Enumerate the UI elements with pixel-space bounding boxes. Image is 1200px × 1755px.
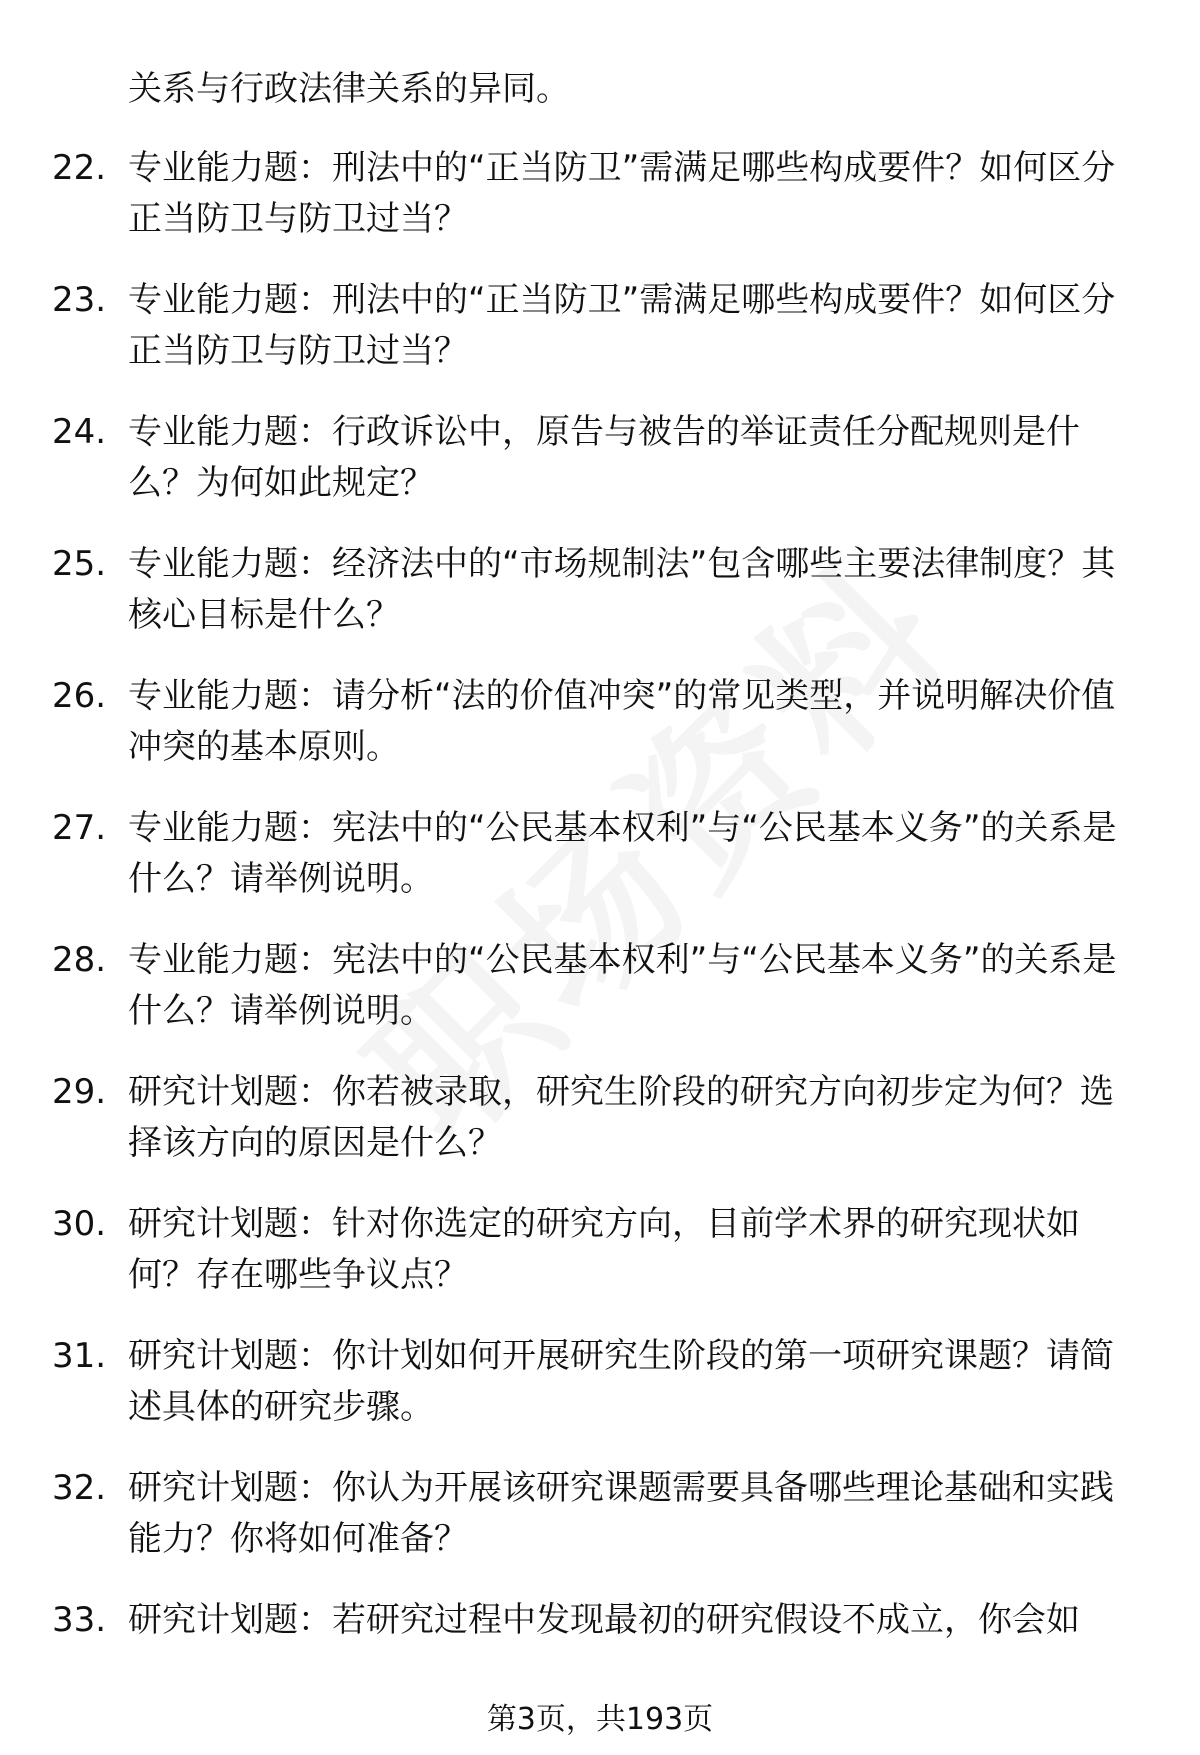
question-item — [0, 1331, 1200, 1463]
question-item — [0, 935, 1200, 1067]
question-number: 23. — [52, 280, 107, 320]
question-item — [0, 143, 1200, 275]
page-footer: 第3页，共193页 — [486, 1702, 714, 1737]
question-item — [0, 1199, 1200, 1331]
question-text: 研究计划题：你计划如何开展研究生阶段的第一项研究课题？请简述具体的研究步骤。 — [128, 1336, 1114, 1427]
question-text: 专业能力题：宪法中的“公民基本权利”与“公民基本义务”的关系是什么？请举例说明。 — [128, 940, 1117, 1031]
question-text: 专业能力题：刑法中的“正当防卫”需满足哪些构成要件？如何区分正当防卫与防卫过当？ — [128, 280, 1116, 371]
question-number: 24. — [52, 412, 107, 452]
question-item — [0, 1067, 1200, 1199]
question-text: 研究计划题：针对你选定的研究方向，目前学术界的研究现状如何？存在哪些争议点？ — [128, 1204, 1080, 1295]
question-number: 29. — [52, 1072, 107, 1112]
question-text: 研究计划题：你若被录取，研究生阶段的研究方向初步定为何？选择该方向的原因是什么？ — [128, 1072, 1114, 1163]
question-item — [0, 407, 1200, 539]
question-item — [0, 275, 1200, 407]
question-number: 26. — [52, 676, 107, 716]
question-text: 专业能力题：行政诉讼中，原告与被告的举证责任分配规则是什么？为何如此规定？ — [128, 412, 1080, 503]
question-number: 22. — [52, 148, 107, 188]
question-item — [0, 803, 1200, 935]
question-item — [0, 671, 1200, 803]
question-number: 25. — [52, 544, 107, 584]
question-number: 32. — [52, 1468, 107, 1508]
question-number: 28. — [52, 940, 107, 980]
question-text: 专业能力题：刑法中的“正当防卫”需满足哪些构成要件？如何区分正当防卫与防卫过当？ — [128, 148, 1116, 239]
question-text: 研究计划题：你认为开展该研究课题需要具备哪些理论基础和实践能力？你将如何准备？ — [128, 1468, 1114, 1559]
question-item — [0, 1463, 1200, 1595]
question-item — [0, 539, 1200, 671]
question-list — [0, 143, 1200, 1727]
question-text: 专业能力题：宪法中的“公民基本权利”与“公民基本义务”的关系是什么？请举例说明。 — [128, 808, 1117, 899]
question-number: 27. — [52, 808, 107, 848]
question-text: 专业能力题：请分析“法的价值冲突”的常见类型，并说明解决价值冲突的基本原则。 — [128, 676, 1116, 767]
question-text: 专业能力题：经济法中的“市场规制法”包含哪些主要法律制度？其核心目标是什么？ — [128, 544, 1116, 635]
question-number: 30. — [52, 1204, 107, 1244]
question-number: 31. — [52, 1336, 107, 1376]
question-number: 33. — [52, 1600, 107, 1640]
question-text: 研究计划题：若研究过程中发现最初的研究假设不成立，你会如 — [128, 1600, 1080, 1640]
continuation-text: 关系与行政法律关系的异同。 — [128, 69, 570, 109]
